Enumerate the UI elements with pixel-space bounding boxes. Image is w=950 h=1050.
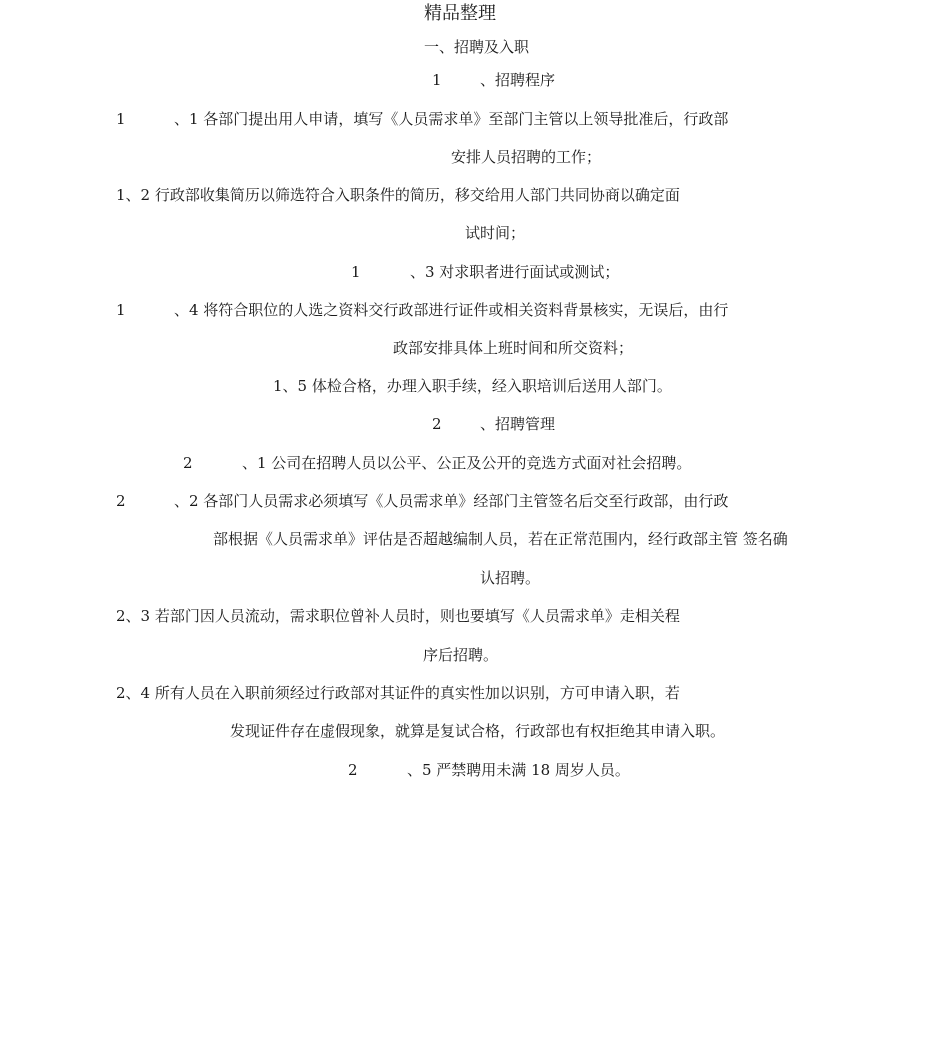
paragraph-2-2-line-2: 部根据《人员需求单》评估是否超越编制人员，若在正常范围内，经行政部主管 签名确 [213, 530, 788, 548]
paragraph-2-1 [183, 453, 691, 473]
page-header: 精品整理 [424, 3, 496, 24]
paragraph-2-3-line-2: 序后招聘。 [423, 646, 499, 664]
paragraph-2-3-line-1: 2、3 若部门因人员流动，需求职位曾补人员时，则也要填写《人员需求单》走相关程 [116, 607, 680, 625]
heading-recruitment-procedure [432, 70, 555, 90]
paragraph-2-5 [348, 760, 630, 780]
paragraph-text: 、1 各部门提出用人申请，填写《人员需求单》至部门主管以上领导批准后，行政部 [174, 110, 729, 128]
paragraph-2-4-line-1: 2、4 所有人员在入职前须经过行政部对其证件的真实性加以识别，方可申请入职，若 [116, 684, 680, 702]
section-title: 一、招聘及入职 [424, 38, 530, 56]
paragraph-text: 、3 对求职者进行面试或测试； [410, 263, 620, 281]
paragraph-1-3 [351, 262, 619, 282]
paragraph-number: 1 [116, 301, 126, 319]
paragraph-2-2-line-1 [116, 491, 728, 511]
paragraph-text: 、1 公司在招聘人员以公平、公正及公开的竞选方式面对社会招聘。 [242, 454, 692, 472]
paragraph-text: 、4 将符合职位的人选之资料交行政部进行证件或相关资料背景核实，无误后，由行 [174, 301, 729, 319]
paragraph-1-2-line-2: 试时间； [465, 224, 526, 242]
paragraph-number: 2 [183, 454, 193, 472]
paragraph-1-1-line-2: 安排人员招聘的工作； [451, 148, 602, 166]
heading-recruitment-management [432, 414, 555, 434]
paragraph-number: 2 [348, 761, 358, 779]
paragraph-number: 1 [116, 110, 126, 128]
paragraph-2-4-line-2: 发现证件存在虚假现象，就算是复试合格，行政部也有权拒绝其申请入职。 [230, 722, 726, 740]
paragraph-number: 2 [116, 492, 126, 510]
heading-number: 2 [432, 415, 442, 433]
paragraph-1-5: 1、5 体检合格，办理入职手续，经入职培训后送用人部门。 [273, 377, 672, 395]
paragraph-text: 、2 各部门人员需求必须填写《人员需求单》经部门主管签名后交至行政部，由行政 [174, 492, 729, 510]
heading-number: 1 [432, 71, 442, 89]
paragraph-1-1-line-1 [116, 109, 728, 129]
paragraph-1-4-line-2: 政部安排具体上班时间和所交资料； [393, 339, 634, 357]
paragraph-number: 1 [351, 263, 361, 281]
paragraph-1-4-line-1 [116, 300, 728, 320]
paragraph-2-2-line-3: 认招聘。 [480, 569, 541, 587]
heading-text: 、招聘管理 [480, 415, 556, 433]
paragraph-1-2-line-1: 1、2 行政部收集简历以筛选符合入职条件的简历，移交给用人部门共同协商以确定面 [116, 186, 680, 204]
paragraph-text: 、5 严禁聘用未满 18 周岁人员。 [407, 761, 630, 779]
heading-text: 、招聘程序 [480, 71, 556, 89]
